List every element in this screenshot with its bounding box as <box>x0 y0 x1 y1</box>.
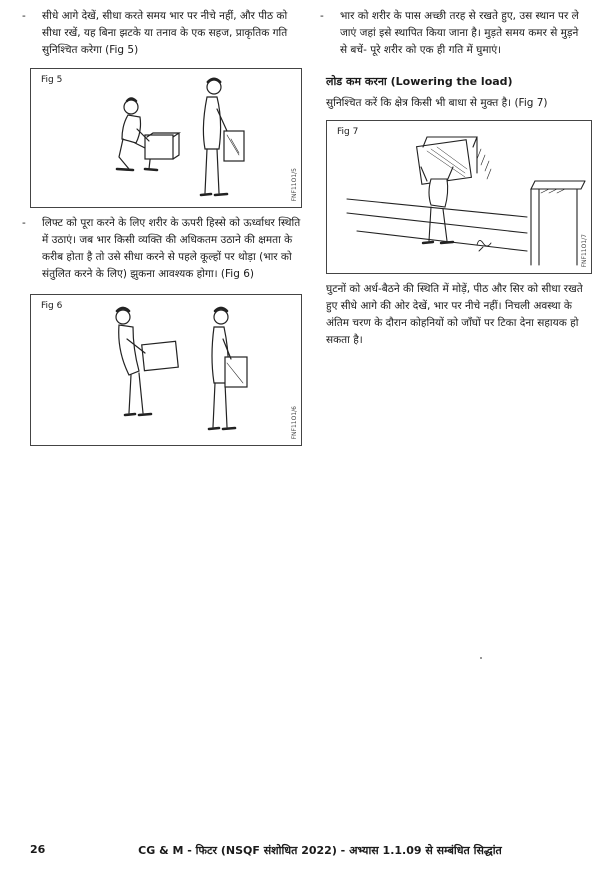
scan-speck <box>480 657 482 659</box>
bullet-complete-lift <box>22 215 304 287</box>
figure-label: Fig 5 <box>41 75 63 85</box>
bullet-dash: - <box>320 10 324 22</box>
figure-code: FNF11O1/7 <box>581 233 588 267</box>
lowering-paragraph: घुटनों को अर्ध-बैठने की स्थिति में मोड़ें, पीठ और सिर को सीधा रखते हुए सीधे आगे की ओर देखें, भार पर नीचे नहीं। निचली अवस्था के अंतिम चरण के दौरान कोहनियों को जाँघों पर टिका देना सहायक हो सकता है। <box>326 283 583 346</box>
bullet-text: लिफ्ट को पूरा करने के लिए शरीर के ऊपरी हिस्से को ऊर्ध्वाधर स्थिति में उठाएं। जब भार किसी व्यक्ति की अधिकतम उठाने की क्षमता के करीब होता है तो उसे सीधा करने से पहले कूल्हों पर थोड़ा (भार को संतुलित करने के लिए) झुकना आवश्यक होगा। (Fig 6) <box>42 217 301 280</box>
fig5-illustration <box>31 69 301 207</box>
footer-title: CG & M - फिटर (NSQF संशोधित 2022) - अभ्यास 1.1.09 से सम्बंधित सिद्धांत <box>138 844 502 857</box>
bullet-look-forward <box>22 8 304 62</box>
figure-code: FNF11O1/5 <box>291 167 298 201</box>
section-heading: लोड कम करना (Lowering the load) <box>326 75 513 88</box>
bullet-text: भार को शरीर के पास अच्छी तरह से रखते हुए, उस स्थान पर ले जाएं जहां इसे स्थापित किया जाना है। मुड़ते समय कमर से मुड़ने से बचें- पूरे शरीर को एक ही गति में घुमाएं। <box>340 10 579 56</box>
figure-6 <box>30 294 302 446</box>
figure-7 <box>326 120 592 274</box>
figure-code: FNF11O1/6 <box>291 405 298 439</box>
bullet-dash: - <box>22 217 26 229</box>
figure-label: Fig 6 <box>41 301 63 311</box>
bullet-carry-close <box>320 8 582 62</box>
figure-label: Fig 7 <box>337 127 359 137</box>
figure-5 <box>30 68 302 208</box>
fig7-illustration <box>327 121 591 273</box>
intro-text: सुनिश्चित करें कि क्षेत्र किसी भी बाधा से मुक्त है। (Fig 7) <box>326 97 548 109</box>
page-number: 26 <box>30 843 46 856</box>
bullet-text: सीधे आगे देखें, सीधा करते समय भार पर नीचे नहीं, और पीठ को सीधा रखें, यह बिना झटके या तनाव के एक सहज, प्राकृतिक गति सुनिश्चित करेगा (Fig 5) <box>42 10 288 56</box>
bullet-dash: - <box>22 10 26 22</box>
fig6-illustration <box>31 295 301 445</box>
